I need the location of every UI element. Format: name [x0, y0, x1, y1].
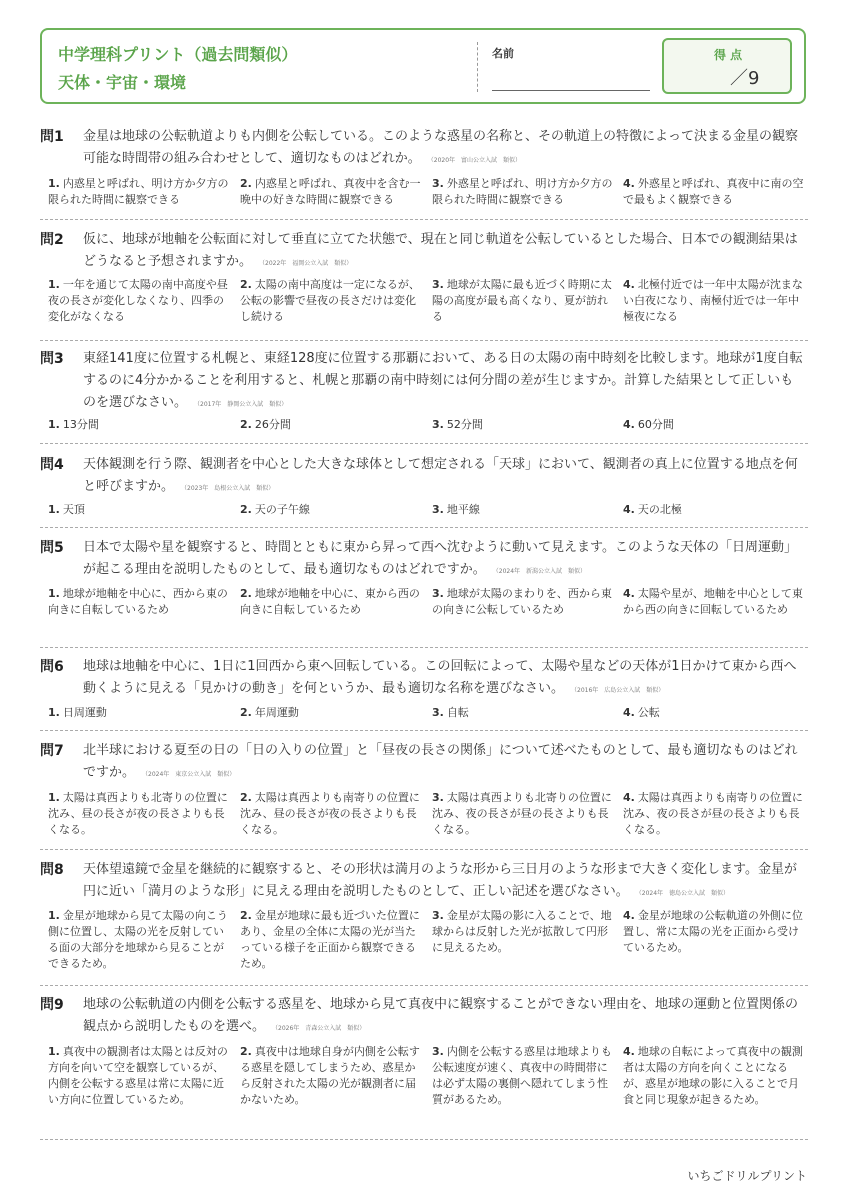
option-4[interactable]: 4. 外惑星と呼ばれ、真夜中に南の空で最もよく観察できる: [623, 177, 804, 206]
question-number: 問1: [40, 129, 64, 145]
option-2[interactable]: 2. 真夜中は地球自身が内側を公転する惑星を隠してしまうため、惑星から反射された太陽の光が観測者に届かないため。: [240, 1045, 420, 1106]
option-3[interactable]: 3. 内側を公転する惑星は地球よりも公転速度が速く、真夜中の時間帯には必ず太陽の裏側へ隠れてしまう性質があるため。: [432, 1045, 612, 1106]
question-source: （2024年 新潟公立入試 類似）: [495, 568, 587, 575]
question-separator: [40, 219, 808, 220]
option-2[interactable]: 2. 26分間: [240, 418, 291, 431]
option-4[interactable]: 4. 北極付近では一年中太陽が沈まない白夜になり、南極付近では一年中極夜になる: [623, 278, 803, 323]
question-separator: [40, 527, 808, 528]
option-2[interactable]: 2. 天の子午線: [240, 503, 310, 516]
option-3[interactable]: 3. 地球が太陽に最も近づく時期に太陽の高度が最も高くなり、夏が訪れる: [432, 278, 612, 323]
question-source: （2017年 静岡公立入試 類似）: [197, 401, 288, 408]
question-text: 日本で太陽や星を観察すると、時間とともに東から昇って西へ沈むように動いて見えます。このような天体の「日周運動」が起こる理由を説明したものとして、最も適切なものはどれですか。 （2024年 新潟公立入試 類似）: [83, 540, 797, 577]
question-number: 問5: [40, 540, 64, 556]
question-source: （2024年 徳島公立入試 類似）: [638, 890, 730, 897]
option-4[interactable]: 4. 金星が地球の公転軌道の外側に位置し、常に太陽の光を正面から受けているため。: [623, 909, 803, 954]
question-source: （2016年 広島公立入試 類似）: [574, 687, 665, 694]
name-label: 名前: [492, 47, 514, 60]
question-source: （2024年 東京公立入試 類似）: [145, 771, 236, 778]
name-field[interactable]: [492, 90, 650, 91]
question-text: 東経141度に位置する札幌と、東経128度に位置する那覇において、ある日の太陽の南中時刻を比較します。地球が1度自転するのに4分かかることを利用すると、札幌と那覇の南中時刻には何分間の差が生じますか。計算した結果として正しいものを選びなさい。 （2017年 静岡公立入試 類似）: [83, 351, 803, 410]
option-1[interactable]: 1. 一年を通じて太陽の南中高度や昼夜の長さが変化しなくなり、四季の変化がなくなる: [48, 278, 228, 323]
option-1[interactable]: 1. 天頂: [48, 503, 85, 516]
question-separator: [40, 340, 808, 341]
score-label: 得 点: [714, 48, 743, 62]
question-number: 問8: [40, 862, 64, 878]
option-1[interactable]: 1. 13分間: [48, 418, 99, 431]
question-text: 天体望遠鏡で金星を継続的に観察すると、その形状は満月のような形から三日月のような形まで大きく変化します。金星が円に近い「満月のような形」に見える理由を説明したものとして、正しい記述を選びなさい。 （2024年 徳島公立入試 類似）: [83, 862, 797, 899]
question-source: （2020年 富山公立入試 類似）: [430, 157, 522, 164]
option-1[interactable]: 1. 日周運動: [48, 706, 107, 719]
option-3[interactable]: 3. 52分間: [432, 418, 483, 431]
worksheet-title: 中学理科プリント（過去問類似）: [58, 45, 298, 64]
question-number: 問4: [40, 457, 64, 473]
option-1[interactable]: 1. 地球が地軸を中心に、西から東の向きに自転しているため: [48, 587, 228, 616]
question-source: （2022年 福岡公立入試 類似）: [262, 260, 353, 267]
option-3[interactable]: 3. 金星が太陽の影に入ることで、地球からは反射した光が拡散して円形に見えるため。: [432, 909, 612, 954]
question-number: 問6: [40, 659, 64, 675]
question-separator: [40, 985, 808, 986]
option-1[interactable]: 1. 内惑星と呼ばれ、明け方か夕方の限られた時間に観察できる: [48, 177, 229, 206]
option-3[interactable]: 3. 自転: [432, 706, 469, 719]
question-text: 仮に、地球が地軸を公転面に対して垂直に立てた状態で、現在と同じ軌道を公転しているとした場合、日本での観測結果はどうなると予想されますか。 （2022年 福岡公立入試 類似）: [83, 232, 798, 269]
question-source: （2023年 島根公立入試 類似）: [184, 485, 275, 492]
question-separator: [40, 1139, 808, 1140]
option-2[interactable]: 2. 内惑星と呼ばれ、真夜中を含む一晩中の好きな時間に観察できる: [240, 177, 421, 206]
question-text: 地球の公転軌道の内側を公転する惑星を、地球から見て真夜中に観察することができない理由を、地球の運動と位置関係の観点から説明したものを選べ。 （2026年 青森公立入試 類似）: [83, 997, 799, 1034]
question-separator: [40, 849, 808, 850]
question-separator: [40, 730, 808, 731]
option-1[interactable]: 1. 金星が地球から見て太陽の向こう側に位置し、太陽の光を反射している面の大部分を地球から見ることができるため。: [48, 909, 228, 970]
question-number: 問7: [40, 743, 64, 759]
header-divider: [477, 42, 478, 92]
option-2[interactable]: 2. 太陽の南中高度は一定になるが、公転の影響で昼夜の長さだけは変化し続ける: [240, 278, 420, 323]
question-separator: [40, 443, 808, 444]
score-box: [662, 38, 792, 94]
option-3[interactable]: 3. 地球が太陽のまわりを、西から東の向きに公転しているため: [432, 587, 612, 616]
option-3[interactable]: 3. 太陽は真西よりも北寄りの位置に沈み、夜の長さが昼の長さよりも長くなる。: [432, 791, 612, 836]
question-number: 問9: [40, 997, 64, 1013]
option-2[interactable]: 2. 地球が地軸を中心に、東から西の向きに自転しているため: [240, 587, 420, 616]
question-text: 地球は地軸を中心に、1日に1回西から東へ回転している。この回転によって、太陽や星などの天体が1日かけて東から西へ動くように見える「見かけの動き」を何というか、最も適切な名称を選びなさい。 （2016年 広島公立入試 類似）: [83, 659, 797, 696]
footer-brand: いちごドリルプリント: [687, 1169, 807, 1183]
option-4[interactable]: 4. 公転: [623, 706, 660, 719]
worksheet-header: [40, 28, 806, 104]
option-3[interactable]: 3. 外惑星と呼ばれ、明け方か夕方の限られた時間に観察できる: [432, 177, 613, 206]
question-source: （2026年 青森公立入試 類似）: [275, 1025, 366, 1032]
question-number: 問3: [40, 351, 64, 367]
score-value: ／9: [730, 68, 760, 89]
option-2[interactable]: 2. 太陽は真西よりも南寄りの位置に沈み、昼の長さが夜の長さよりも長くなる。: [240, 791, 420, 836]
question-text: 金星は地球の公転軌道よりも内側を公転している。このような惑星の名称と、その軌道上の特徴によって決まる金星の観察可能な時間帯の組み合わせとして、適切なものはどれか。 （2020年 富山公立入試 類似）: [83, 129, 799, 166]
option-4[interactable]: 4. 太陽や星が、地軸を中心として東から西の向きに回転しているため: [623, 587, 803, 616]
option-4[interactable]: 4. 地球の自転によって真夜中の観測者は太陽の方向を向くことになるが、惑星が地球の影に入ることで月食と同じ現象が起きるため。: [623, 1045, 803, 1106]
question-text: 北半球における夏至の日の「日の入りの位置」と「昼夜の長さの関係」について述べたものとして、最も適切なものはどれですか。 （2024年 東京公立入試 類似）: [83, 743, 798, 780]
option-2[interactable]: 2. 金星が地球に最も近づいた位置にあり、金星の全体に太陽の光が当たっている様子を正面から観察できるため。: [240, 909, 420, 970]
option-1[interactable]: 1. 真夜中の観測者は太陽とは反対の方向を向いて空を観察しているが、内側を公転する惑星は常に太陽に近い方向に位置しているため。: [48, 1045, 228, 1106]
question-number: 問2: [40, 232, 64, 248]
option-3[interactable]: 3. 地平線: [432, 503, 480, 516]
worksheet-subtitle: 天体・宇宙・環境: [58, 73, 187, 92]
option-4[interactable]: 4. 太陽は真西よりも南寄りの位置に沈み、夜の長さが昼の長さよりも長くなる。: [623, 791, 803, 836]
option-2[interactable]: 2. 年周運動: [240, 706, 299, 719]
option-1[interactable]: 1. 太陽は真西よりも北寄りの位置に沈み、昼の長さが夜の長さよりも長くなる。: [48, 791, 228, 836]
question-text: 天体観測を行う際、観測者を中心とした大きな球体として想定される「天球」において、観測者の真上に位置する地点を何と呼びますか。 （2023年 島根公立入試 類似）: [83, 457, 798, 494]
option-4[interactable]: 4. 天の北極: [623, 503, 682, 516]
option-4[interactable]: 4. 60分間: [623, 418, 674, 431]
question-separator: [40, 647, 808, 648]
